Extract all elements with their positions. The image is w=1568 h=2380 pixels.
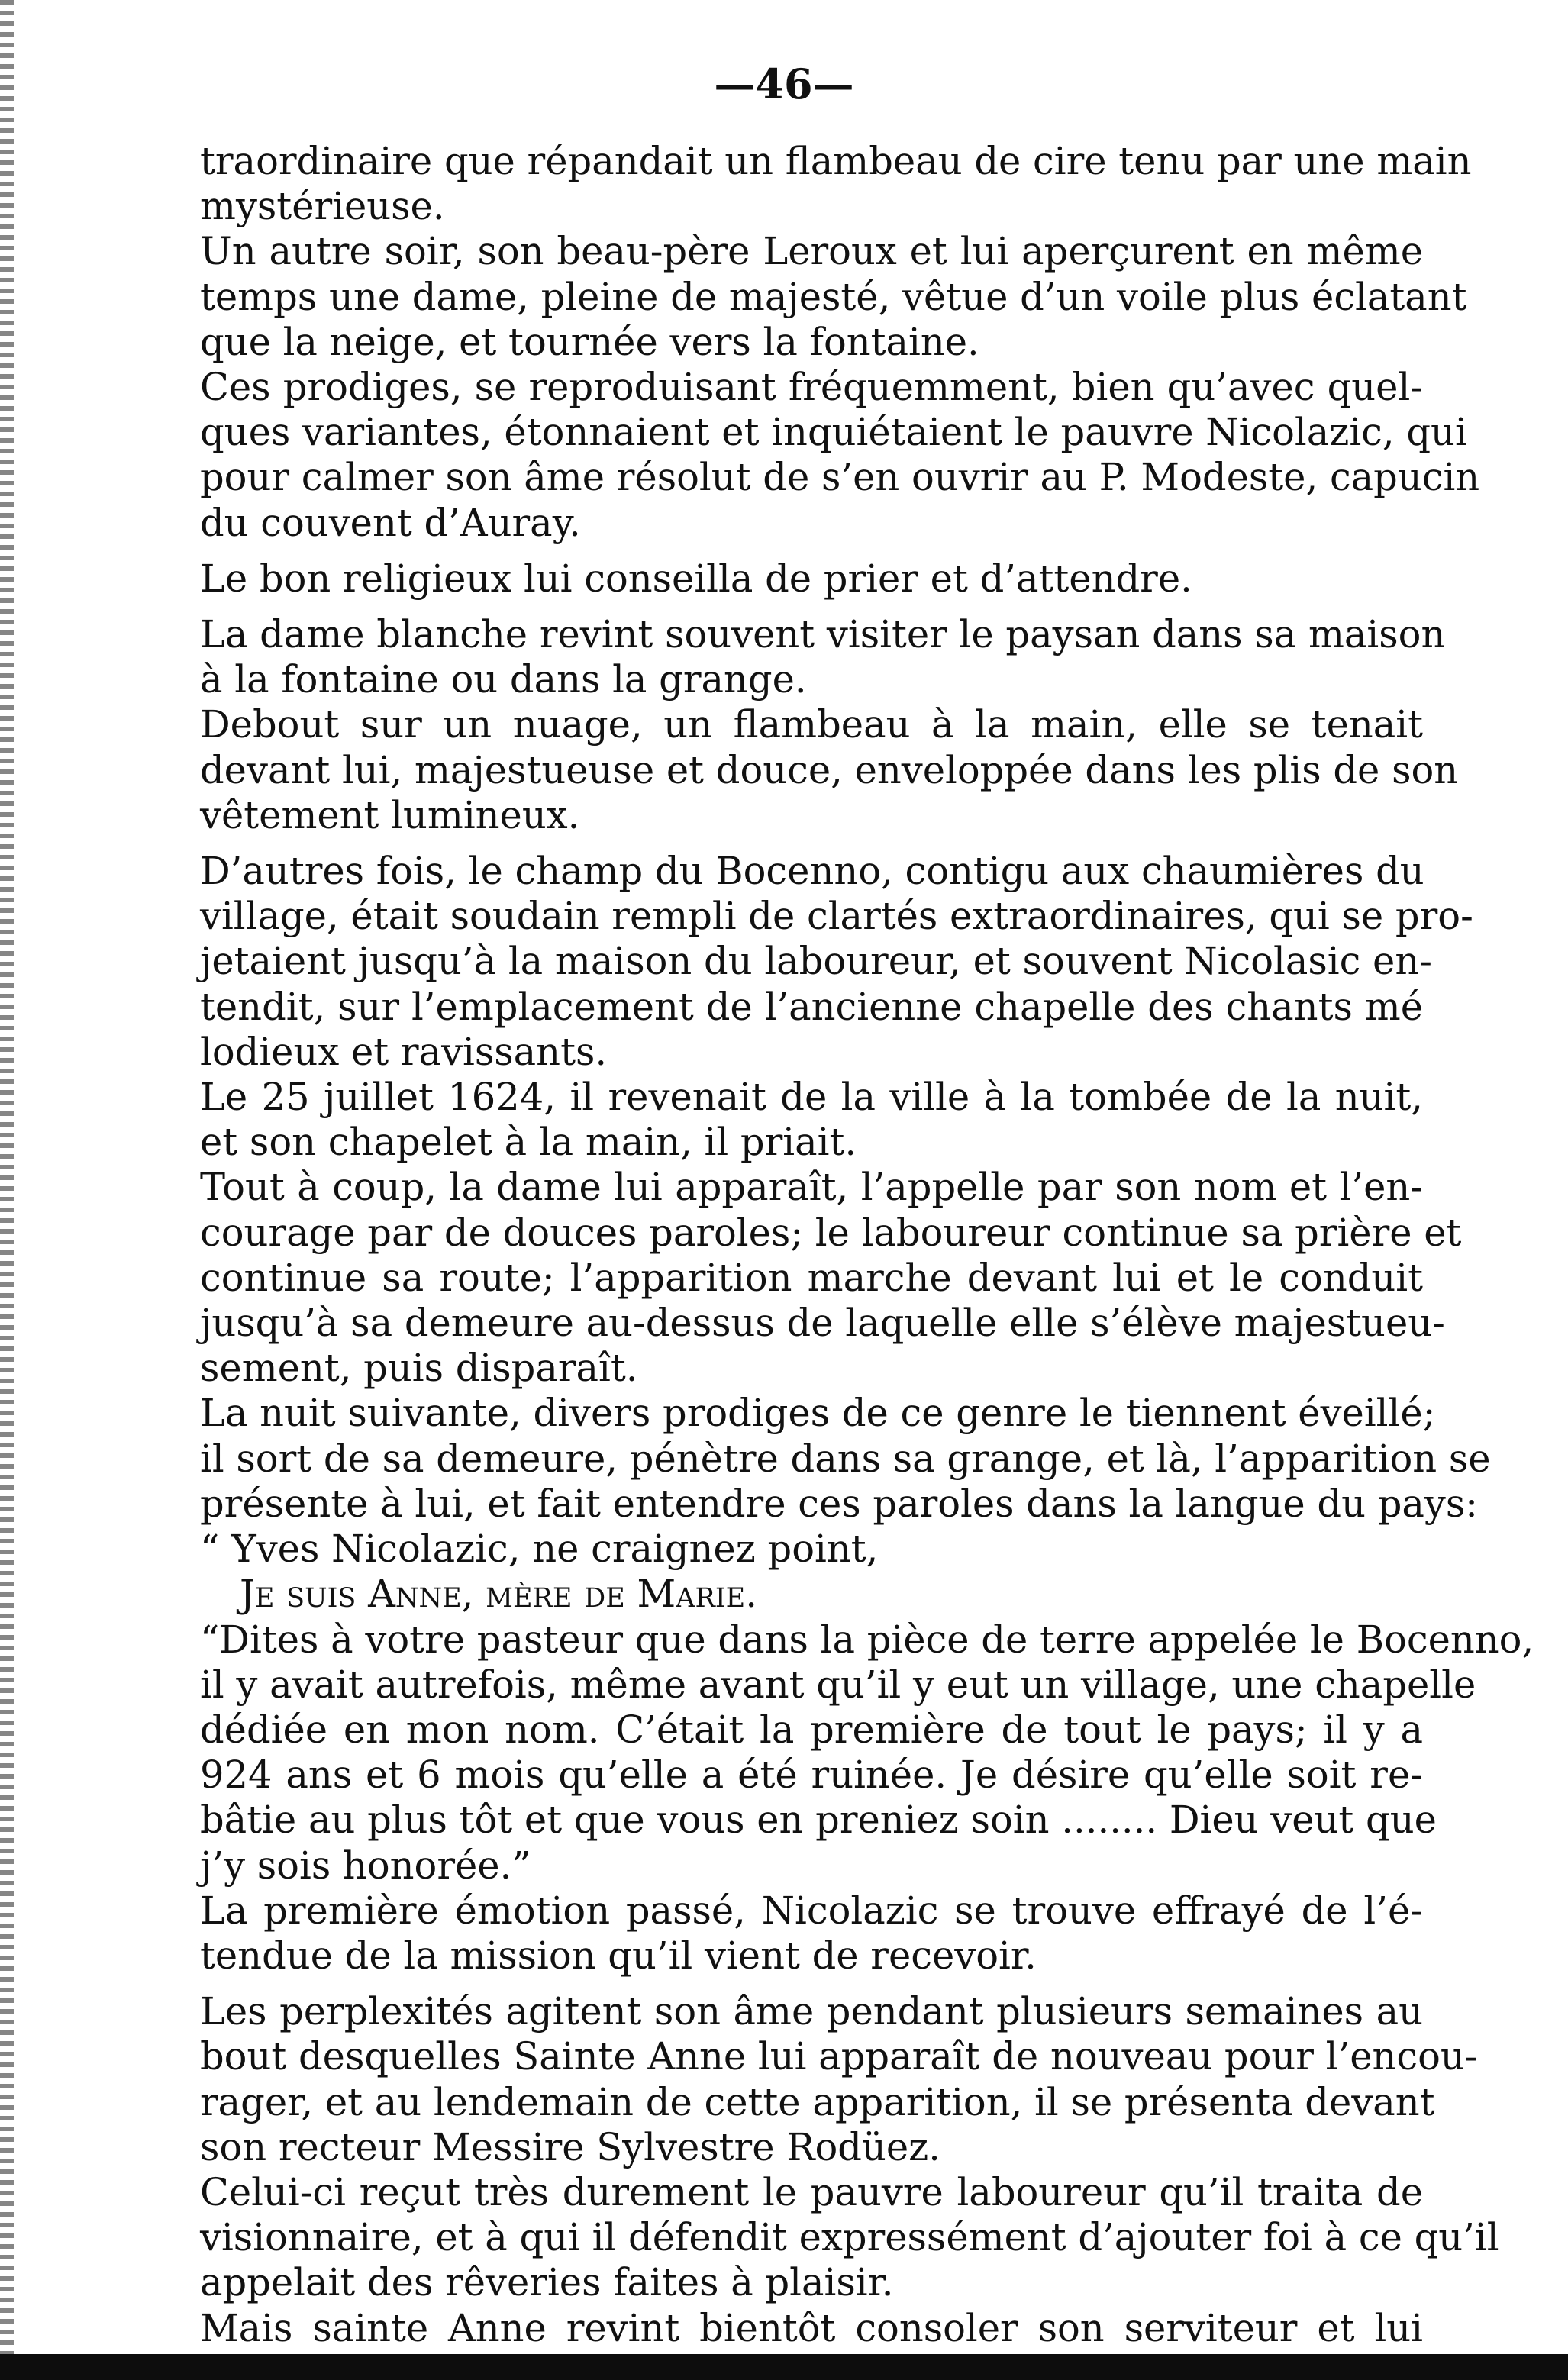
text-line: rager, et au lendemain de cette apparition, il se présenta devant	[200, 2079, 1435, 2124]
text-line: Les perplexités agitent son âme pendant plusieurs semaines au	[200, 1989, 1423, 2034]
text-line: village, était soudain rempli de clartés extraordinaires, qui se pro-	[200, 894, 1473, 939]
text-line: vêtement lumineux.	[200, 792, 580, 837]
text-line: La nuit suivante, divers prodiges de ce genre le tiennent éveillé;	[200, 1391, 1436, 1436]
text-line: dédiée en mon nom. C’était la première de tout le pays; il y a	[200, 1707, 1423, 1752]
text-line: présente à lui, et fait entendre ces paroles dans la langue du pays:	[200, 1481, 1478, 1526]
text-line: que la neige, et tournée vers la fontaine.	[200, 319, 979, 364]
text-line: il y avait autrefois, même avant qu’il y eut un village, une chapelle	[200, 1662, 1476, 1707]
text-line: Mais sainte Anne revint bientôt consoler son serviteur et lui	[200, 2305, 1423, 2350]
text-line: traordinaire que répandait un flambeau de cire tenu par une main	[200, 139, 1472, 183]
text-line: sement, puis disparaît.	[200, 1346, 638, 1391]
text-line: D’autres fois, le champ du Bocenno, contigu aux chaumières du	[200, 849, 1424, 894]
text-line: Un autre soir, son beau-père Leroux et lui aperçurent en même	[200, 229, 1423, 274]
text-line: continue sa route; l’apparition marche devant lui et le conduit	[200, 1255, 1423, 1300]
text-line: La première émotion passé, Nicolazic se trouve effrayé de l’é-	[200, 1888, 1423, 1933]
text-line: tendue de la mission qu’il vient de recevoir.	[200, 1933, 1037, 1978]
text-line: La dame blanche revint souvent visiter le paysan dans sa maison	[200, 612, 1446, 657]
text-line: et son chapelet à la main, il priait.	[200, 1120, 857, 1165]
text-line: Tout à coup, la dame lui apparaît, l’appelle par son nom et l’en-	[200, 1165, 1423, 1210]
text-line: à la fontaine ou dans la grange.	[200, 657, 807, 702]
text-line: 924 ans et 6 mois qu’elle a été ruinée. Je désire qu’elle soit re-	[200, 1753, 1423, 1798]
text-line: “ Yves Nicolazic, ne craignez point,	[200, 1527, 879, 1572]
text-line: courage par de douces paroles; le laboureur continue sa prière et	[200, 1210, 1462, 1255]
text-line: Le 25 juillet 1624, il revenait de la ville à la tombée de la nuit,	[200, 1075, 1423, 1120]
scanned-page-left-edge	[0, 0, 14, 2380]
scanned-page-bottom-edge	[0, 2354, 1568, 2380]
text-line: son recteur Messire Sylvestre Rodüez.	[200, 2124, 940, 2169]
text-line: devant lui, majestueuse et douce, enveloppée dans les plis de son	[200, 747, 1459, 792]
text-line: pour calmer son âme résolut de s’en ouvrir au P. Modeste, capucin	[200, 455, 1480, 500]
text-line: “Dites à votre pasteur que dans la pièce de terre appelée le Bocenno,	[200, 1617, 1534, 1662]
text-line: temps une dame, pleine de majesté, vêtue d’un voile plus éclatant	[200, 274, 1467, 319]
text-line: jetaient jusqu’à la maison du laboureur, et souvent Nicolasic en-	[200, 939, 1432, 984]
page-number: —46—	[714, 60, 854, 108]
text-line: il sort de sa demeure, pénètre dans sa grange, et là, l’apparition se	[200, 1436, 1491, 1481]
text-line: Ces prodiges, se reproduisant fréquemment, bien qu’avec quel-	[200, 365, 1423, 410]
text-line: du couvent d’Auray.	[200, 500, 581, 545]
text-line: mystérieuse.	[200, 184, 445, 229]
text-line: lodieux et ravissants.	[200, 1029, 608, 1074]
apparition-signature-line: Je suis Anne, mère de Marie.	[240, 1572, 757, 1617]
text-line: appelait des rêveries faites à plaisir.	[200, 2260, 894, 2305]
text-line: j’y sois honorée.”	[200, 1843, 531, 1888]
text-line: tendit, sur l’emplacement de l’ancienne chapelle des chants mé	[200, 984, 1423, 1029]
page-body-text	[200, 139, 1534, 2351]
text-line: Debout sur un nuage, un flambeau à la main, elle se tenait	[200, 702, 1423, 747]
text-line: bâtie au plus tôt et que vous en preniez soin ........ Dieu veut que	[200, 1798, 1437, 1843]
text-line: visionnaire, et à qui il défendit expressément d’ajouter foi à ce qu’il	[200, 2215, 1499, 2260]
text-line: jusqu’à sa demeure au-dessus de laquelle elle s’élève majestueu-	[200, 1301, 1445, 1346]
text-line: ques variantes, étonnaient et inquiétaient le pauvre Nicolazic, qui	[200, 410, 1467, 455]
text-line: Celui-ci reçut très durement le pauvre laboureur qu’il traita de	[200, 2169, 1423, 2214]
text-line: bout desquelles Sainte Anne lui apparaît de nouveau pour l’encou-	[200, 2034, 1478, 2079]
text-line: Le bon religieux lui conseilla de prier et d’attendre.	[200, 556, 1192, 601]
